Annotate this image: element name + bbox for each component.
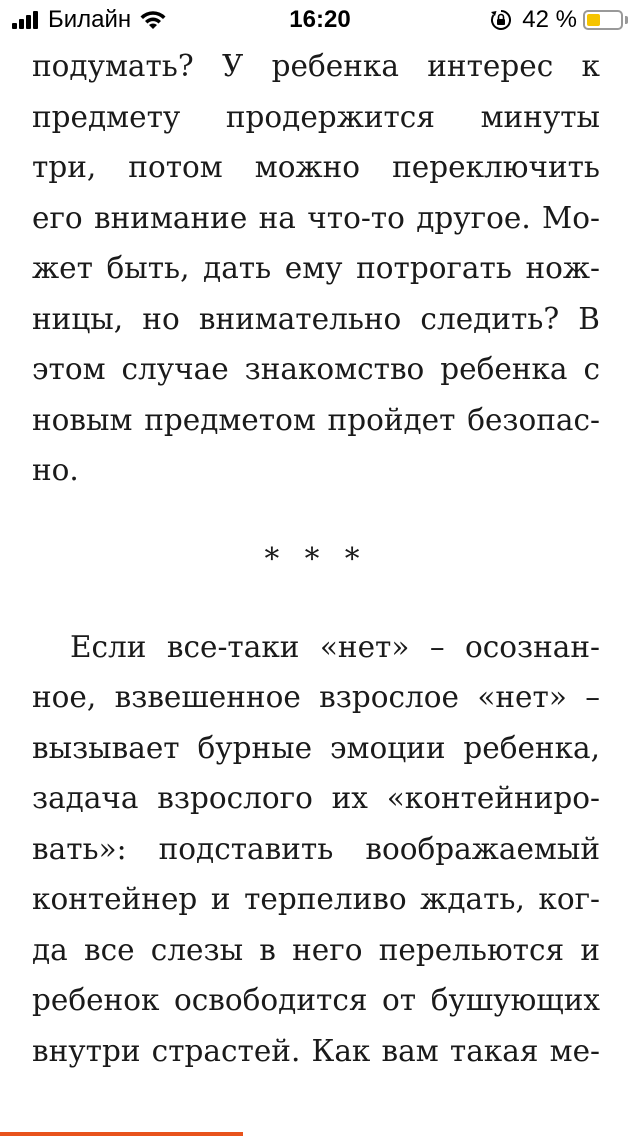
text-line: этом случае знакомство ребенка с — [32, 352, 600, 386]
text-line: ницы, но внимательно следить? В — [32, 301, 600, 336]
text-line: задача взрослого их «контейниро- — [32, 781, 600, 815]
battery-icon — [583, 10, 623, 30]
text-line: его внимание на что-то другое. Мо- — [32, 200, 600, 235]
text-line: жет быть, дать ему потрогать нож- — [32, 251, 600, 285]
reading-progress-fill — [0, 1132, 243, 1136]
reader-page[interactable] — [32, 41, 600, 1076]
section-separator: * * * — [264, 541, 368, 576]
text-line: три, потом можно переключить — [32, 150, 600, 184]
text-line: предмету продержится минуты — [32, 99, 600, 134]
battery-fill — [587, 14, 600, 26]
text-line: ребенок освободится от бушующих — [32, 983, 600, 1017]
text-line: вызывает бурные эмоции ребенка, — [32, 730, 600, 765]
battery-percent: 42 % — [522, 6, 577, 33]
status-bar — [0, 0, 640, 40]
text-line: Если все-таки «нет» – осознан- — [70, 629, 600, 664]
text-line: подумать? У ребенка интерес к — [32, 49, 600, 83]
reading-progress-bar[interactable] — [0, 1132, 640, 1136]
status-time: 16:20 — [289, 6, 351, 33]
battery-cap — [625, 16, 628, 24]
text-line: ное, взвешенное взрослое «нет» – — [32, 680, 600, 714]
text-line: но. — [32, 453, 79, 487]
text-line: да все слезы в него перельются и — [32, 932, 600, 967]
text-line: контейнер и терпеливо ждать, ког- — [32, 882, 600, 916]
paragraph-2 — [32, 622, 600, 1077]
text-line: новым предметом пройдет безопас- — [32, 402, 600, 437]
carrier-name: Билайн — [48, 6, 132, 33]
status-right — [490, 6, 628, 34]
paragraph-1 — [32, 41, 600, 496]
orientation-lock-icon — [490, 9, 512, 31]
text-line: вать»: подставить воображаемый — [32, 831, 600, 866]
text-line: внутри страстей. Как вам такая ме- — [32, 1033, 600, 1068]
